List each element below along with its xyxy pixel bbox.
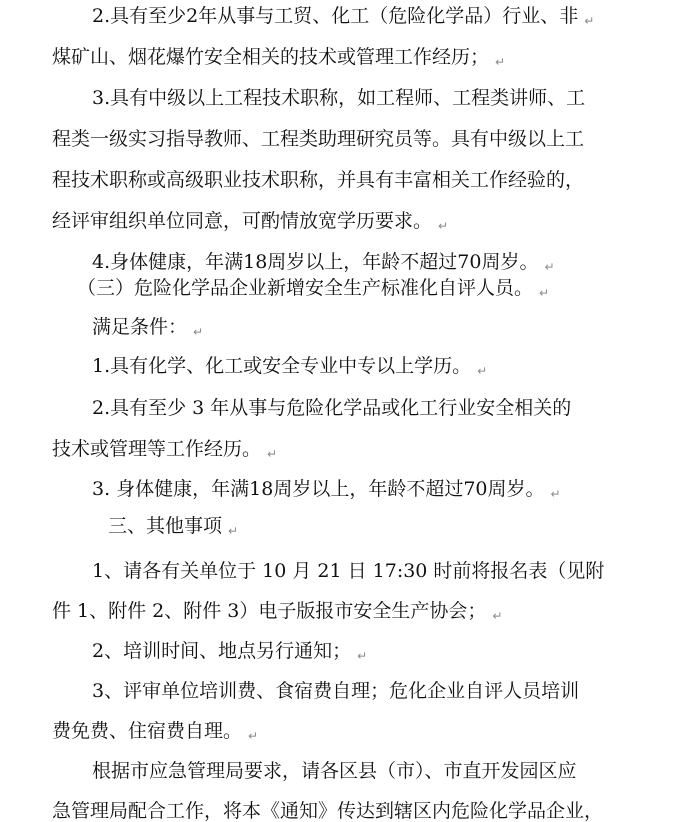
- doc-line-2: [52, 46, 505, 68]
- doc-text: 4.身体健康，年满18周岁以上，年龄不超过70周岁。: [92, 251, 539, 273]
- paragraph-mark-icon: ↵: [492, 609, 503, 623]
- doc-text: 3、评审单位培训费、食宿费自理；危化企业自评人员培训: [92, 680, 580, 702]
- doc-text: 2、培训时间、地点另行通知；: [92, 640, 352, 662]
- doc-line-14: [108, 515, 238, 537]
- section-heading: 三、其他事项: [108, 515, 223, 537]
- doc-line-17: [92, 640, 367, 662]
- doc-line-1: [92, 5, 594, 27]
- paragraph-mark-icon: ↵: [584, 14, 595, 28]
- doc-line-20: [92, 760, 577, 782]
- doc-line-5: [52, 169, 584, 191]
- doc-text: 程类一级实习指导教师、工程类助理研究员等。具有中级以上工: [52, 128, 585, 150]
- paragraph-mark-icon: ↵: [357, 649, 368, 663]
- doc-line-19: [52, 720, 258, 742]
- paragraph-mark-icon: ↵: [495, 55, 506, 69]
- doc-line-12: [52, 438, 277, 460]
- doc-text: 件 1、附件 2、附件 3）电子版报市安全生产协会；: [52, 600, 487, 622]
- paragraph-mark-icon: ↵: [193, 325, 204, 339]
- doc-line-3: [92, 87, 585, 109]
- paragraph-mark-icon: ↵: [248, 729, 259, 743]
- doc-line-7: [92, 251, 555, 273]
- doc-line-13: [92, 478, 561, 500]
- doc-text: 2.具有至少 3 年从事与危险化学品或化工行业安全相关的: [92, 397, 572, 419]
- doc-line-21: [52, 800, 603, 822]
- doc-text: 2.具有至少2年从事与工贸、化工（危险化学品）行业、非: [92, 5, 579, 27]
- doc-text: 程技术职称或高级职业技术职称，并具有丰富相关工作经验的，: [52, 169, 585, 191]
- doc-text: 1、请各有关单位于 10 月 21 日 17:30 时前将报名表（见附: [92, 560, 605, 582]
- doc-text: 3. 身体健康，年满18周岁以上，年龄不超过70周岁。: [92, 478, 545, 500]
- paragraph-mark-icon: ↵: [544, 260, 555, 274]
- doc-text: 经评审组织单位同意，可酌情放宽学历要求。: [52, 210, 433, 232]
- doc-line-18: [92, 680, 579, 702]
- doc-text: 满足条件：: [92, 316, 188, 338]
- doc-text: 煤矿山、烟花爆竹安全相关的技术或管理工作经历；: [52, 46, 490, 68]
- doc-line-11: [92, 397, 571, 419]
- paragraph-mark-icon: ↵: [438, 219, 449, 233]
- doc-text: 技术或管理等工作经历。: [52, 438, 262, 460]
- doc-line-4: [52, 128, 584, 150]
- paragraph-mark-icon: ↵: [228, 524, 239, 538]
- doc-text: （三）危险化学品企业新增安全生产标准化自评人员。: [77, 277, 534, 299]
- doc-text: 费免费、住宿费自理。: [52, 720, 243, 742]
- doc-text: 3.具有中级以上工程技术职称，如工程师、工程类讲师、工: [92, 87, 586, 109]
- doc-text: 根据市应急管理局要求，请各区县（市）、市直开发园区应: [92, 760, 577, 782]
- paragraph-mark-icon: ↵: [267, 447, 278, 461]
- doc-text: 1.具有化学、化工或安全专业中专以上学历。: [92, 355, 472, 377]
- paragraph-mark-icon: ↵: [539, 286, 550, 300]
- doc-line-10: [92, 355, 487, 377]
- doc-line-6: [52, 210, 448, 232]
- paragraph-mark-icon: ↵: [550, 487, 561, 501]
- doc-text: 急管理局配合工作，将本《通知》传达到辖区内危险化学品企业，: [52, 800, 604, 822]
- doc-line-9: [92, 316, 203, 338]
- paragraph-mark-icon: ↵: [477, 364, 488, 378]
- doc-line-15: [92, 560, 604, 582]
- doc-line-16: [52, 600, 502, 622]
- doc-line-8: [77, 277, 549, 299]
